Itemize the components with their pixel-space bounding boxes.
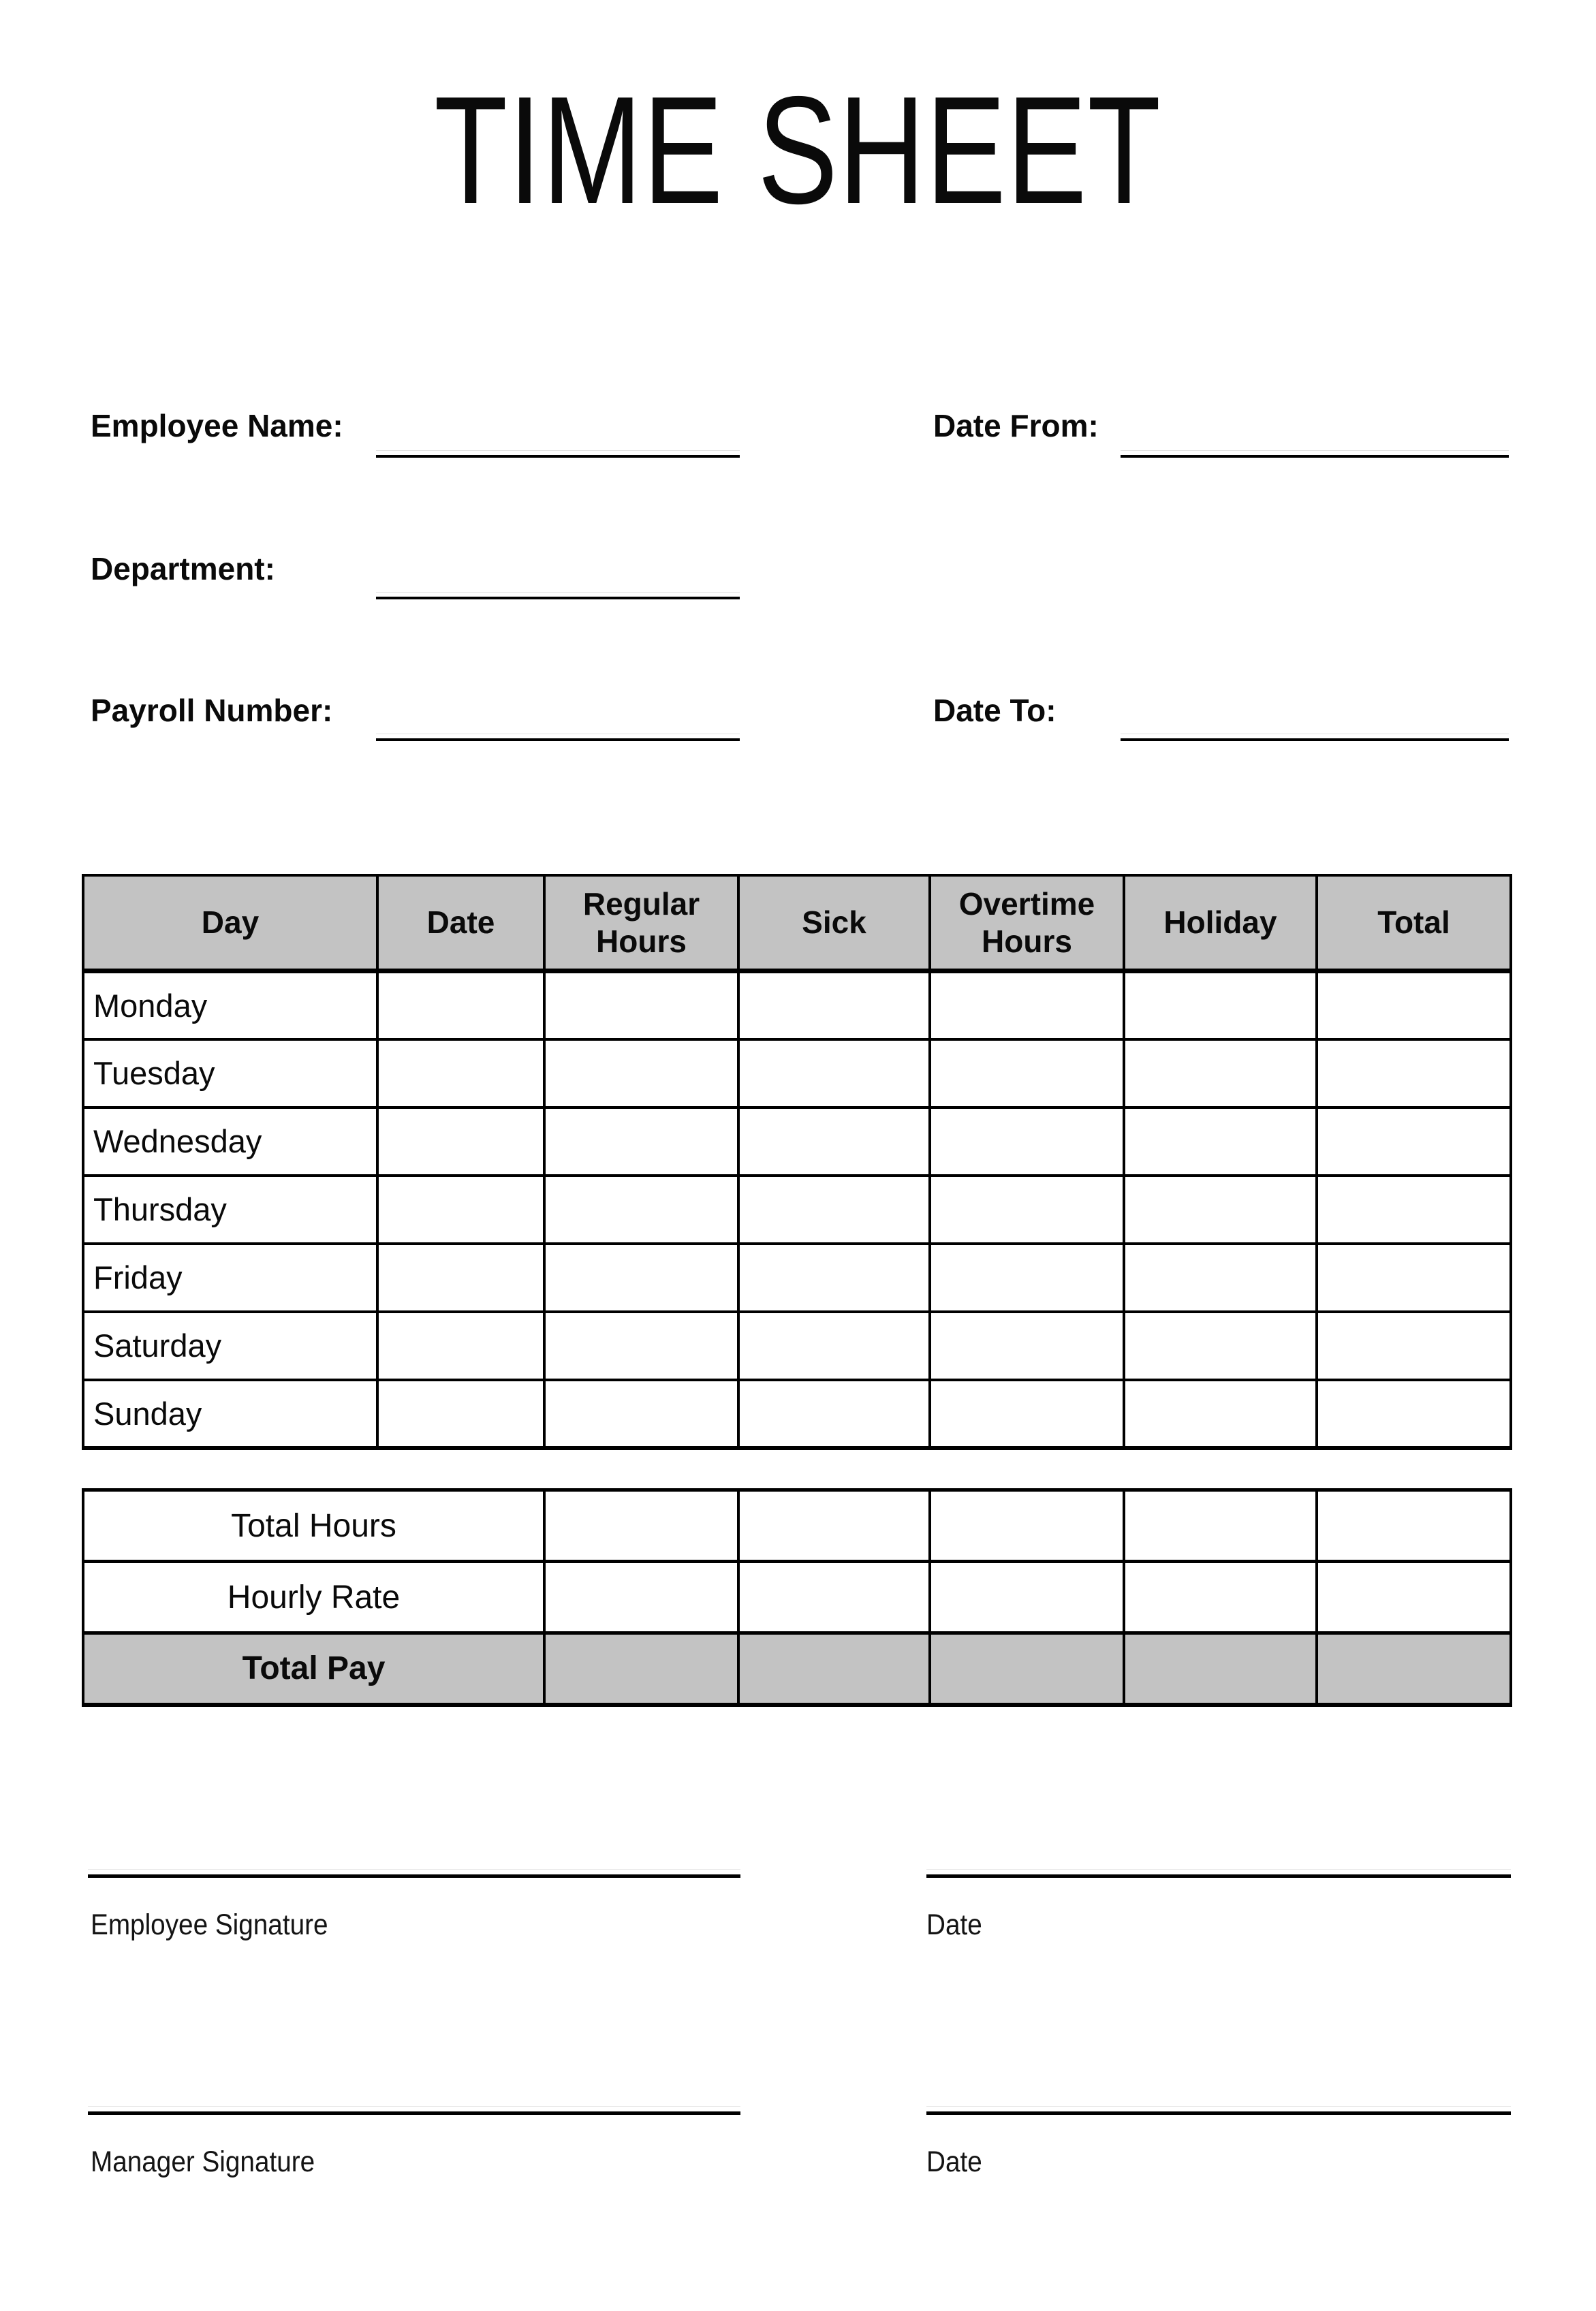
employee-signature-line[interactable]: [88, 1874, 740, 1878]
day-label: Saturday: [83, 1312, 377, 1380]
entry-cell[interactable]: [738, 1380, 930, 1448]
entry-cell[interactable]: [544, 1380, 738, 1448]
employee-signature-label: Employee Signature: [91, 1908, 328, 1941]
entry-cell[interactable]: [930, 971, 1124, 1039]
table-row-saturday: [83, 1312, 1511, 1380]
date-from-input-line[interactable]: [1121, 455, 1509, 458]
entry-cell[interactable]: [1317, 1562, 1511, 1633]
entry-cell[interactable]: [1124, 1312, 1317, 1380]
hourly-rate-row: [83, 1562, 1511, 1633]
entry-cell[interactable]: [1317, 1633, 1511, 1705]
entry-cell[interactable]: [738, 1490, 930, 1562]
table-row-sunday: [83, 1380, 1511, 1448]
manager-signature-date-label: Date: [926, 2145, 982, 2178]
date-from-label: Date From:: [933, 408, 1099, 443]
entry-cell[interactable]: [930, 1244, 1124, 1312]
entry-cell[interactable]: [930, 1490, 1124, 1562]
entry-cell[interactable]: [1317, 1380, 1511, 1448]
header-row: [83, 875, 1511, 971]
header-total: Total: [1317, 875, 1511, 971]
employee-name-label: Employee Name:: [91, 408, 343, 443]
header-regular-hours: Regular Hours: [544, 875, 738, 971]
entry-cell[interactable]: [738, 1176, 930, 1244]
employee-signature-date-label: Date: [926, 1908, 982, 1941]
timesheet-table: [82, 874, 1512, 1450]
entry-cell[interactable]: [738, 1107, 930, 1176]
table-row-wednesday: [83, 1107, 1511, 1176]
entry-cell[interactable]: [1317, 1176, 1511, 1244]
entry-cell[interactable]: [738, 1562, 930, 1633]
table-row-thursday: [83, 1176, 1511, 1244]
entry-cell[interactable]: [1317, 1244, 1511, 1312]
entry-cell[interactable]: [1317, 971, 1511, 1039]
entry-cell[interactable]: [1124, 1633, 1317, 1705]
department-label: Department:: [91, 551, 275, 586]
entry-cell[interactable]: [544, 1244, 738, 1312]
entry-cell[interactable]: [1124, 1562, 1317, 1633]
entry-cell[interactable]: [738, 1244, 930, 1312]
day-label: Sunday: [83, 1380, 377, 1448]
entry-cell[interactable]: [1317, 1039, 1511, 1107]
page-title: TIME SHEET: [434, 64, 1162, 236]
entry-cell[interactable]: [544, 1176, 738, 1244]
entry-cell[interactable]: [1124, 1107, 1317, 1176]
entry-cell[interactable]: [1124, 1039, 1317, 1107]
entry-cell[interactable]: [377, 1244, 544, 1312]
header-day: Day: [83, 875, 377, 971]
employee-name-input-line[interactable]: [376, 455, 740, 458]
entry-cell[interactable]: [544, 1312, 738, 1380]
header-holiday: Holiday: [1124, 875, 1317, 971]
payroll-number-label: Payroll Number:: [91, 693, 333, 728]
manager-signature-line[interactable]: [88, 2111, 740, 2115]
table-row-friday: [83, 1244, 1511, 1312]
day-label: Thursday: [83, 1176, 377, 1244]
table-row-monday: [83, 971, 1511, 1039]
entry-cell[interactable]: [1124, 971, 1317, 1039]
hourly-rate-label: Hourly Rate: [83, 1562, 544, 1633]
date-to-label: Date To:: [933, 693, 1057, 728]
total-hours-label: Total Hours: [83, 1490, 544, 1562]
page-title-wrap: [0, 64, 1596, 236]
total-hours-row: [83, 1490, 1511, 1562]
entry-cell[interactable]: [930, 1633, 1124, 1705]
day-label: Monday: [83, 971, 377, 1039]
total-pay-label: Total Pay: [83, 1633, 544, 1705]
entry-cell[interactable]: [377, 1176, 544, 1244]
entry-cell[interactable]: [738, 1312, 930, 1380]
entry-cell[interactable]: [930, 1312, 1124, 1380]
entry-cell[interactable]: [544, 1107, 738, 1176]
day-label: Wednesday: [83, 1107, 377, 1176]
department-input-line[interactable]: [376, 597, 740, 599]
manager-signature-date-line[interactable]: [926, 2111, 1511, 2115]
entry-cell[interactable]: [930, 1380, 1124, 1448]
entry-cell[interactable]: [930, 1176, 1124, 1244]
total-pay-row: [83, 1633, 1511, 1705]
summary-table: [82, 1488, 1512, 1707]
entry-cell[interactable]: [544, 1562, 738, 1633]
entry-cell[interactable]: [1317, 1312, 1511, 1380]
entry-cell[interactable]: [544, 1633, 738, 1705]
entry-cell[interactable]: [930, 1039, 1124, 1107]
header-sick: Sick: [738, 875, 930, 971]
manager-signature-label: Manager Signature: [91, 2145, 315, 2178]
entry-cell[interactable]: [377, 1312, 544, 1380]
entry-cell[interactable]: [377, 1380, 544, 1448]
entry-cell[interactable]: [930, 1107, 1124, 1176]
entry-cell[interactable]: [738, 1633, 930, 1705]
day-label: Tuesday: [83, 1039, 377, 1107]
entry-cell[interactable]: [377, 1039, 544, 1107]
header-overtime-hours: Overtime Hours: [930, 875, 1124, 971]
employee-signature-date-line[interactable]: [926, 1874, 1511, 1878]
entry-cell[interactable]: [1317, 1107, 1511, 1176]
entry-cell[interactable]: [377, 1107, 544, 1176]
entry-cell[interactable]: [930, 1562, 1124, 1633]
entry-cell[interactable]: [544, 1039, 738, 1107]
payroll-number-input-line[interactable]: [376, 738, 740, 741]
entry-cell[interactable]: [544, 971, 738, 1039]
entry-cell[interactable]: [544, 1490, 738, 1562]
entry-cell[interactable]: [1124, 1176, 1317, 1244]
header-date: Date: [377, 875, 544, 971]
entry-cell[interactable]: [738, 971, 930, 1039]
entry-cell[interactable]: [1124, 1244, 1317, 1312]
entry-cell[interactable]: [1124, 1490, 1317, 1562]
day-label: Friday: [83, 1244, 377, 1312]
table-row-tuesday: [83, 1039, 1511, 1107]
entry-cell[interactable]: [377, 971, 544, 1039]
entry-cell[interactable]: [1317, 1490, 1511, 1562]
date-to-input-line[interactable]: [1121, 738, 1509, 741]
entry-cell[interactable]: [1124, 1380, 1317, 1448]
entry-cell[interactable]: [738, 1039, 930, 1107]
